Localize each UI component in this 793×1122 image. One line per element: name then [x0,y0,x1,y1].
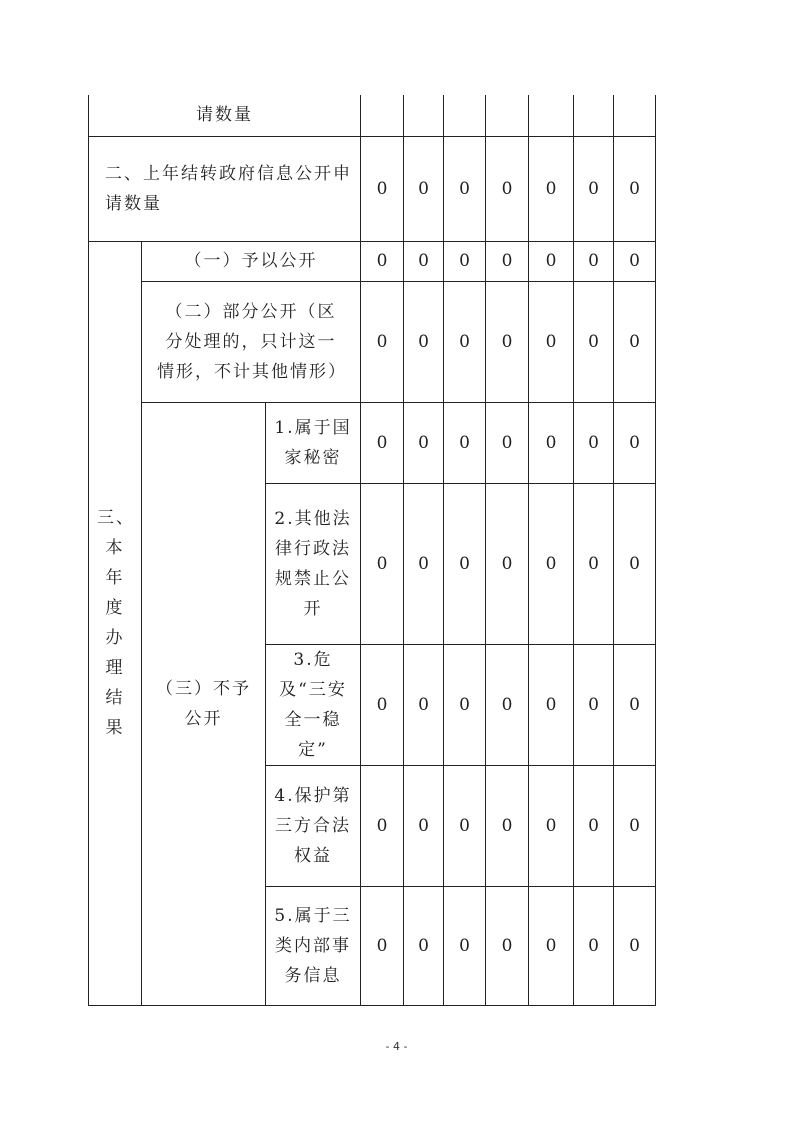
value-cell: 0 [404,644,444,765]
value-cell: 0 [574,402,614,483]
value-cell [529,95,574,136]
value-cell: 0 [361,281,404,402]
table-row-continued [89,95,656,136]
value-cell: 0 [614,402,656,483]
value-cell: 0 [404,136,444,241]
value-cell: 0 [404,281,444,402]
page-number: - 4 - [385,1040,408,1053]
value-cell: 0 [529,281,574,402]
not-open-item-label: 1.属于国家秘密 [274,417,352,468]
value-cell: 0 [404,241,444,281]
not-open-item-label-cell [266,483,361,644]
value-cell: 0 [614,886,656,1005]
value-cell: 0 [361,644,404,765]
value-cell: 0 [404,483,444,644]
value-cell: 0 [614,765,656,886]
value-cell: 0 [361,483,404,644]
value-cell: 0 [444,765,486,886]
value-cell: 0 [361,765,404,886]
value-cell: 0 [404,886,444,1005]
value-cell: 0 [614,644,656,765]
section-three-label-cell [89,241,142,1005]
value-cell: 0 [444,886,486,1005]
table-row-not-open-item [89,402,656,483]
table-row-partial [89,281,656,402]
value-cell: 0 [574,241,614,281]
value-cell: 0 [486,483,529,644]
value-cell: 0 [574,886,614,1005]
value-cell: 0 [486,281,529,402]
not-open-item-label-cell [266,402,361,483]
value-cell: 0 [486,402,529,483]
value-cell [404,95,444,136]
value-cell: 0 [361,402,404,483]
value-cell: 0 [486,136,529,241]
value-cell [444,95,486,136]
value-cell: 0 [574,765,614,886]
carryover-label: 二、上年结转政府信息公开申请数量 [105,163,352,214]
value-cell: 0 [486,886,529,1005]
value-cell: 0 [404,765,444,886]
partial-label: （二）部分公开（区分处理的，只计这一情形，不计其他情形） [157,301,347,382]
value-cell: 0 [444,644,486,765]
not-open-label: （三）不予公开 [156,678,251,729]
table-row-carryover [89,136,656,241]
not-open-item-label-cell [266,886,361,1005]
not-open-item-label: 3.危及“三安全一稳定” [279,649,347,760]
value-cell: 0 [404,402,444,483]
value-cell [574,95,614,136]
value-cell: 0 [529,483,574,644]
continued-label: 请数量 [196,105,253,126]
table-row-open [89,241,656,281]
not-open-item-label: 5.属于三类内部事务信息 [274,905,352,986]
value-cell: 0 [361,886,404,1005]
value-cell: 0 [444,241,486,281]
value-cell [361,95,404,136]
value-cell: 0 [574,136,614,241]
open-label: （一）予以公开 [184,251,318,271]
value-cell: 0 [529,241,574,281]
not-open-item-label-cell [266,644,361,765]
value-cell: 0 [614,136,656,241]
value-cell: 0 [529,402,574,483]
value-cell: 0 [614,483,656,644]
value-cell: 0 [529,136,574,241]
value-cell: 0 [444,402,486,483]
not-open-item-label-cell [266,765,361,886]
value-cell: 0 [574,281,614,402]
value-cell: 0 [486,765,529,886]
value-cell: 0 [614,281,656,402]
value-cell: 0 [529,765,574,886]
value-cell: 0 [444,483,486,644]
value-cell: 0 [444,281,486,402]
value-cell [614,95,656,136]
value-cell: 0 [444,136,486,241]
partial-label-cell [142,281,361,402]
continued-label-cell [89,95,361,136]
not-open-label-cell [142,402,266,1005]
value-cell [486,95,529,136]
value-cell: 0 [529,886,574,1005]
value-cell: 0 [361,136,404,241]
value-cell: 0 [574,483,614,644]
section-three-label: 三、本年度办理结果 [97,508,135,738]
value-cell: 0 [361,241,404,281]
open-label-cell [142,241,361,281]
value-cell: 0 [486,644,529,765]
value-cell: 0 [614,241,656,281]
disclosure-statistics-table [88,95,656,1006]
value-cell: 0 [529,644,574,765]
not-open-item-label: 4.保护第三方合法权益 [274,785,352,866]
not-open-item-label: 2.其他法律行政法规禁止公开 [274,508,352,619]
value-cell: 0 [574,644,614,765]
carryover-label-cell [89,136,361,241]
value-cell: 0 [486,241,529,281]
